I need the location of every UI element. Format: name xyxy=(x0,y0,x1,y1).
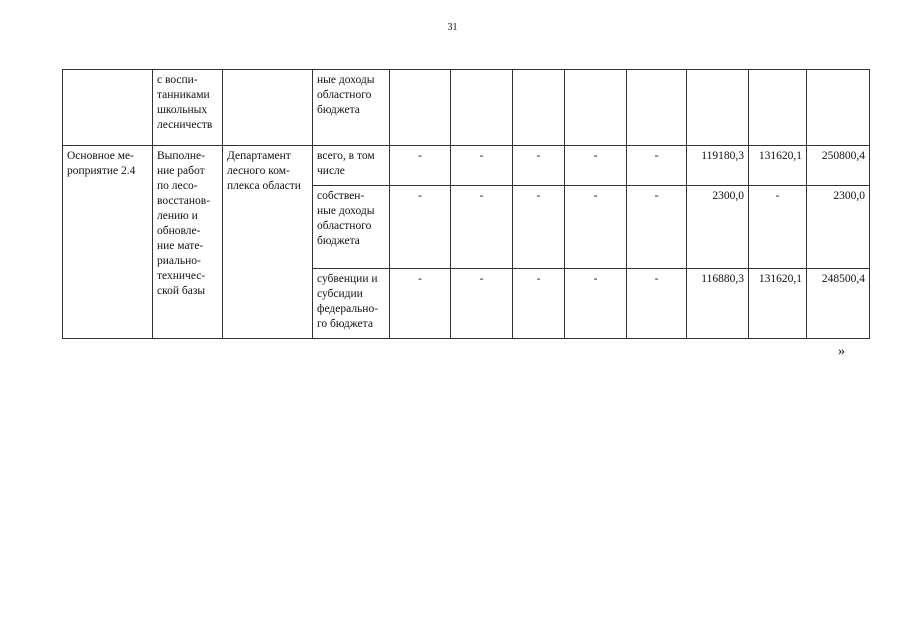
table-cell: - xyxy=(451,146,513,186)
table-cell xyxy=(807,70,870,146)
table-cell: - xyxy=(513,269,565,339)
table-cell: Департамент лесного ком- плекса области xyxy=(223,146,313,339)
table-cell: 2300,0 xyxy=(687,186,749,269)
table-cell: - xyxy=(390,186,451,269)
table-cell: - xyxy=(390,146,451,186)
table-cell: - xyxy=(390,269,451,339)
table-cell: - xyxy=(513,146,565,186)
table-cell xyxy=(627,70,687,146)
table-cell: 250800,4 xyxy=(807,146,870,186)
page-number: 31 xyxy=(447,22,458,33)
table-cell: - xyxy=(627,186,687,269)
table-cell xyxy=(223,70,313,146)
table-cell: - xyxy=(565,269,627,339)
table-cell xyxy=(749,70,807,146)
table-cell: - xyxy=(565,186,627,269)
table-cell: 131620,1 xyxy=(749,269,807,339)
table-cell: - xyxy=(627,146,687,186)
table-cell xyxy=(390,70,451,146)
table-cell xyxy=(451,70,513,146)
table-cell: с воспи- танниками школьных лесничеств xyxy=(153,70,223,146)
table-cell: всего, в том числе xyxy=(313,146,390,186)
table-row xyxy=(63,146,870,186)
table-cell: 119180,3 xyxy=(687,146,749,186)
table-cell xyxy=(513,70,565,146)
table-cell: субвенции и субсидии федерально- го бюджета xyxy=(313,269,390,339)
table-cell: 116880,3 xyxy=(687,269,749,339)
table-cell: 248500,4 xyxy=(807,269,870,339)
table-cell: 2300,0 xyxy=(807,186,870,269)
table-cell: - xyxy=(749,186,807,269)
table-cell: Основное ме- роприятие 2.4 xyxy=(63,146,153,339)
table-cell: - xyxy=(513,186,565,269)
table-cell: - xyxy=(451,269,513,339)
table-row xyxy=(63,70,870,146)
table-cell: собствен- ные доходы областного бюджета xyxy=(313,186,390,269)
table-cell xyxy=(565,70,627,146)
table-cell: 131620,1 xyxy=(749,146,807,186)
table-cell xyxy=(687,70,749,146)
budget-table xyxy=(62,69,870,339)
table-cell: Выполне- ние работ по лесо- восстанов- лению и обновле- ние мате- риально- техничес- ской базы xyxy=(153,146,223,339)
table-cell xyxy=(63,70,153,146)
table-cell: - xyxy=(565,146,627,186)
table-cell: ные доходы областного бюджета xyxy=(313,70,390,146)
table-cell: - xyxy=(451,186,513,269)
table-cell: - xyxy=(627,269,687,339)
closing-quote: » xyxy=(838,344,845,359)
